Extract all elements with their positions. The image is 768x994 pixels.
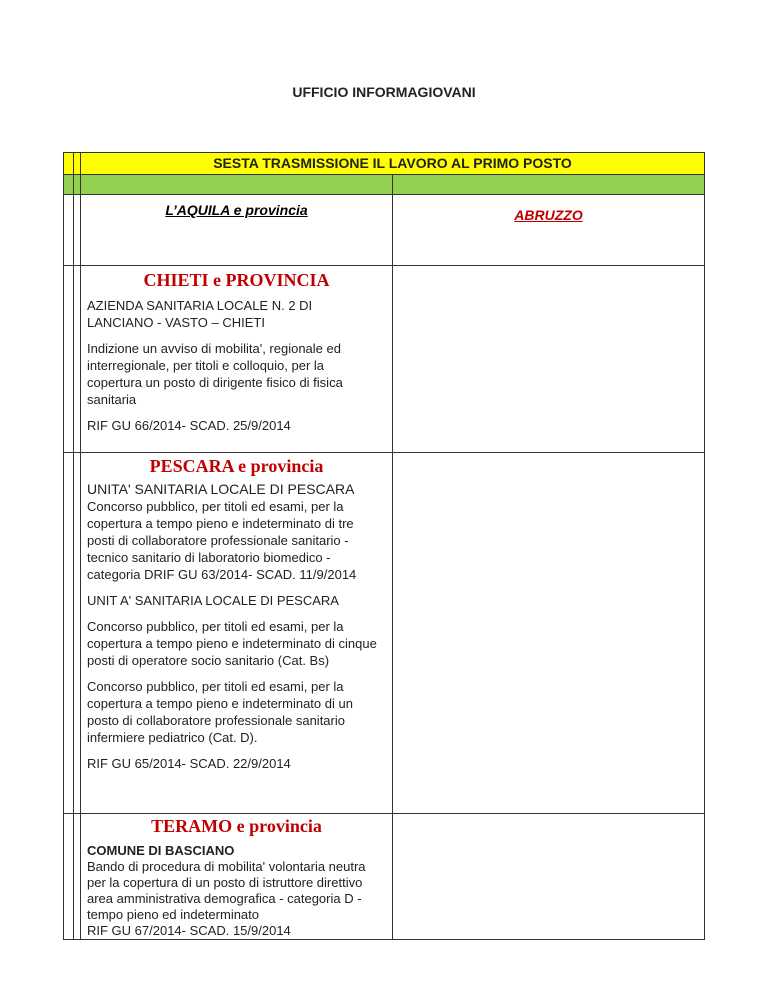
pescara-item2-desc2: Concorso pubblico, per titoli ed esami, per la copertura a tempo pieno e indeterminato di un posto di collaboratore professionale sanitario infermiere pediatrico (Cat. D). — [87, 679, 353, 745]
green-band-row — [64, 175, 705, 195]
chieti-heading: CHIETI e PROVINCIA — [143, 270, 330, 290]
teramo-entity: COMUNE DI BASCIANO — [87, 843, 235, 858]
banner-row — [64, 153, 705, 175]
teramo-heading: TERAMO e provincia — [151, 816, 322, 836]
chieti-row — [64, 266, 705, 453]
pescara-item2-entity: UNIT A' SANITARIA LOCALE DI PESCARA — [87, 593, 339, 608]
teramo-ref: RIF GU 67/2014- SCAD. 15/9/2014 — [87, 923, 291, 938]
pescara-item1-desc: Concorso pubblico, per titoli ed esami, per la copertura a tempo pieno e indeterminato di tre posti di collaboratore professionale sanitario - tecnico sanitario di laboratorio biomedico - categoria DRIF GU 63/2014- SCAD. 11/9/2014 — [87, 499, 357, 582]
chieti-ref: RIF GU 66/2014- SCAD. 25/9/2014 — [87, 418, 291, 433]
teramo-desc: Bando di procedura di mobilita' volontaria neutra per la copertura di un posto di istruttore direttivo area amministrativa demografica - categoria D - tempo pieno ed indeterminato — [87, 859, 366, 922]
pescara-item1 — [81, 481, 392, 583]
pescara-heading: PESCARA e provincia — [149, 456, 324, 476]
laquila-heading: L’AQUILA e provincia — [165, 202, 308, 218]
region-label: ABRUZZO — [514, 207, 583, 223]
jobs-table — [63, 152, 705, 940]
pescara-row — [64, 453, 705, 814]
chieti-entity: AZIENDA SANITARIA LOCALE N. 2 DI LANCIANO - VASTO – CHIETI — [87, 298, 313, 330]
teramo-row — [64, 814, 705, 940]
pescara-item2-ref: RIF GU 65/2014- SCAD. 22/9/2014 — [87, 756, 291, 771]
pescara-item2-desc1: Concorso pubblico, per titoli ed esami, per la copertura a tempo pieno e indeterminato di cinque posti di operatore socio sanitario (Cat. Bs) — [87, 619, 377, 668]
banner-title: SESTA TRASMISSIONE IL LAVORO AL PRIMO POSTO — [213, 155, 572, 171]
pescara-item1-entity: UNITA' SANITARIA LOCALE DI PESCARA — [87, 481, 355, 497]
chieti-desc: Indizione un avviso di mobilita', regionale ed interregionale, per titoli e colloquio, per la copertura un posto di dirigente fisico di fisica sanitaria — [87, 341, 343, 407]
page-title: UFFICIO INFORMAGIOVANI — [292, 84, 476, 100]
laquila-row — [64, 195, 705, 266]
